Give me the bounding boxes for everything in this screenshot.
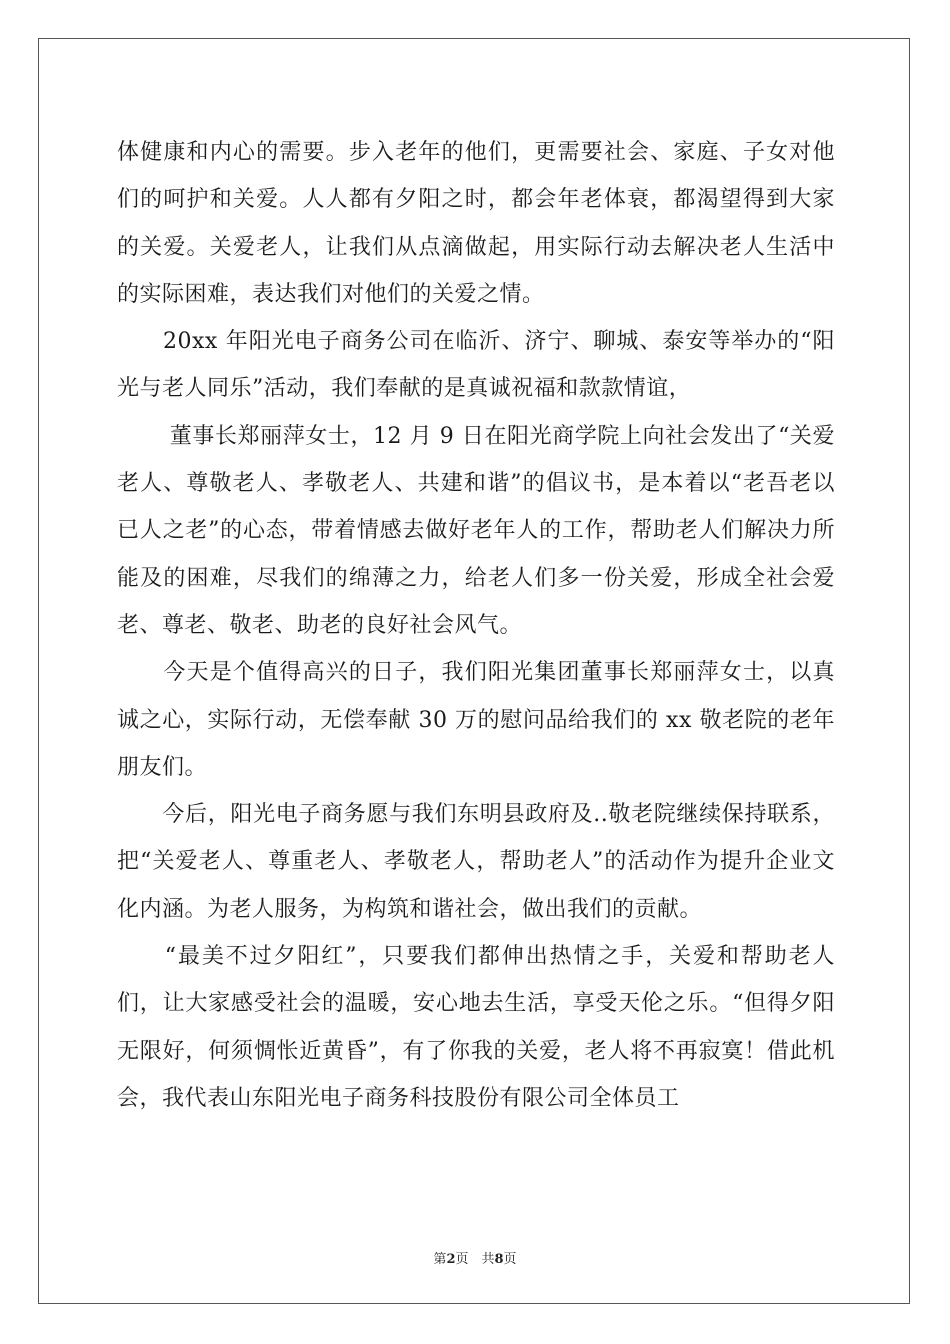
footer-suffix: 页 (503, 1252, 517, 1267)
document-body (117, 129, 835, 1122)
paragraph-2: 20xx 年阳光电子商务公司在临沂、济宁、聊城、泰安等举办的“阳光与老人同乐”活动，我们奉献的是真诚祝福和款款情谊， (117, 329, 835, 402)
paragraph-1: 体健康和内心的需要。步入老年的他们，更需要社会、家庭、子女对他们的呵护和关爱。人人都有夕阳之时，都会年老体衰，都渴望得到大家的关爱。关爱老人，让我们从点滴做起，用实际行动去解决老人生活中的实际困难，表达我们对他们的关爱之情。 (117, 140, 835, 307)
paragraph-4: 今天是个值得高兴的日子，我们阳光集团董事长郑丽萍女士，以真诚之心，实际行动，无偿奉献 30 万的慰问品给我们的 xx 敬老院的老年朋友们。 (117, 660, 835, 780)
footer-middle: 页 共 (455, 1252, 495, 1267)
footer-page-number: 2 (446, 1252, 456, 1267)
paragraph-3: 董事长郑丽萍女士，12 月 9 日在阳光商学院上向社会发出了“关爱老人、尊敬老人、孝敬老人、共建和谐”的倡议书，是本着以“老吾老以已人之老”的心态，带着情感去做好老年人的工作，帮助老人们解决力所能及的困难，尽我们的绵薄之力，给老人们多一份关爱，形成全社会爱老、尊老、敬老、助老的良好社会风气。 (117, 423, 835, 638)
paragraph-6: “最美不过夕阳红”，只要我们都伸出热情之手，关爱和帮助老人们，让大家感受社会的温暖，安心地去生活，享受天伦之乐。“但得夕阳无限好，何须惆怅近黄昏”，有了你我的关爱，老人将不再寂寞！借此机会，我代表山东阳光电子商务科技股份有限公司全体员工 (117, 944, 835, 1111)
paragraph-5: 今后，阳光电子商务愿与我们东明县政府及..敬老院继续保持联系，把“关爱老人、尊重老人、孝敬老人，帮助老人”的活动作为提升企业文化内涵。为老人服务，为构筑和谐社会，做出我们的贡献。 (117, 802, 835, 922)
footer-prefix: 第 (433, 1252, 447, 1267)
footer-total-pages: 8 (494, 1252, 504, 1267)
page-footer (0, 1248, 950, 1267)
